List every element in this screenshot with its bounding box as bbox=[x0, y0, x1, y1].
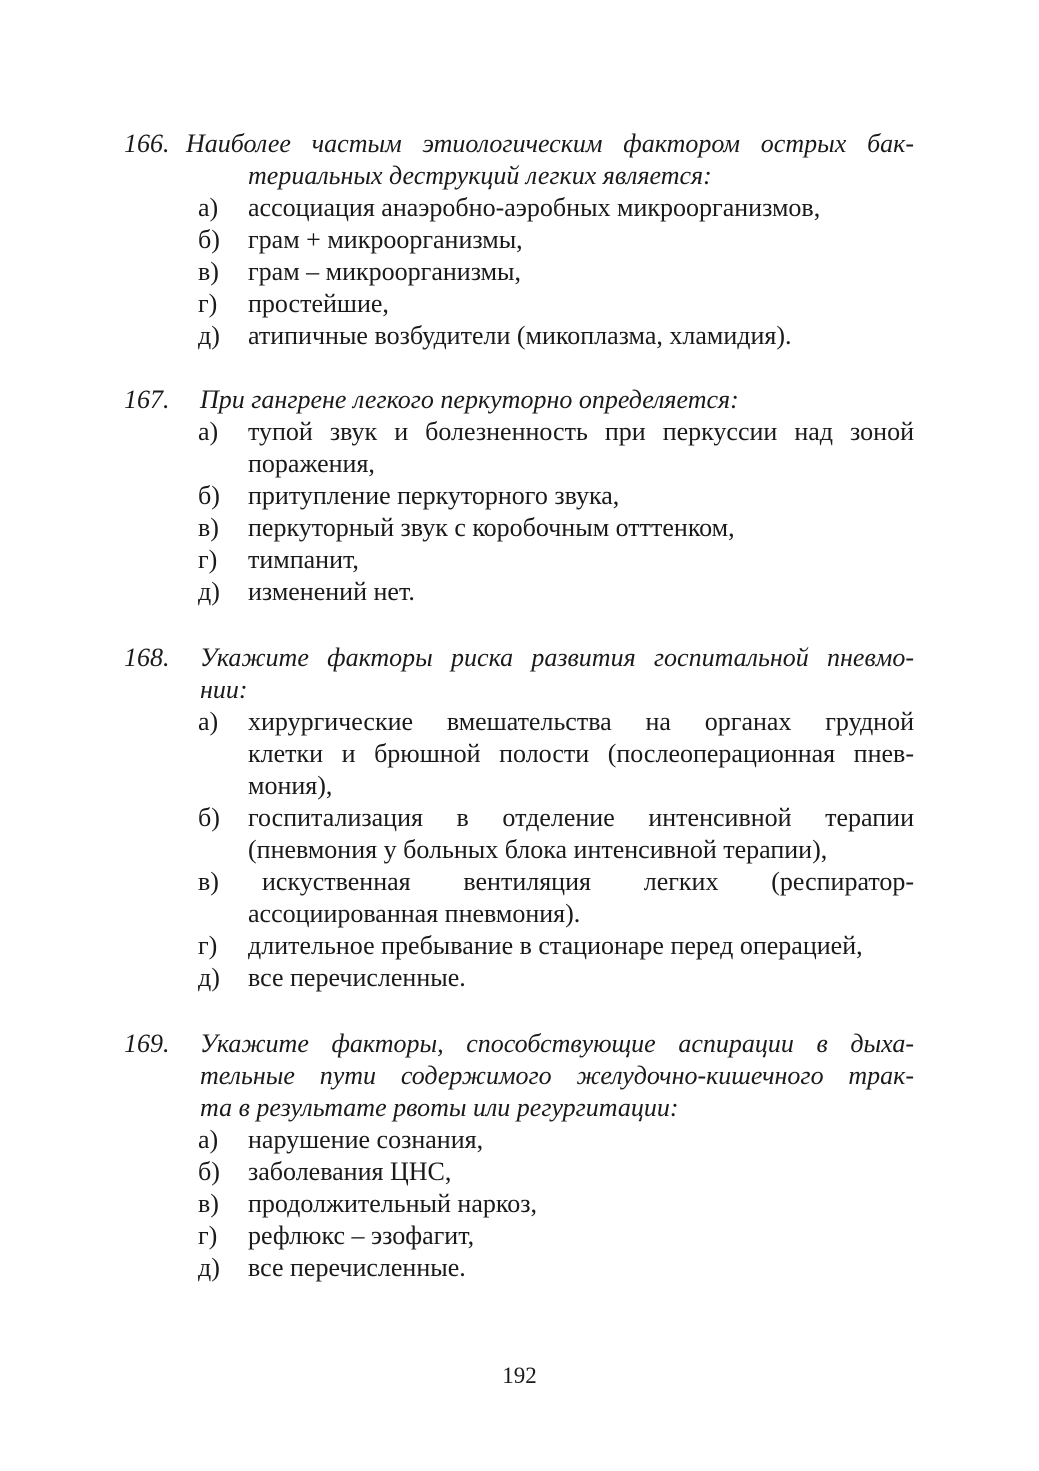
option-text: искуственная вентиляция легких (респиратор- bbox=[262, 867, 914, 896]
option-text: заболевания ЦНС, bbox=[248, 1157, 452, 1186]
option-letter: г) bbox=[198, 545, 218, 574]
option-letter: в) bbox=[198, 867, 219, 896]
option-letter: а) bbox=[198, 707, 219, 736]
question-number: 168. bbox=[124, 643, 170, 672]
option-letter: б) bbox=[198, 225, 220, 254]
question-text-line: нии: bbox=[200, 675, 248, 704]
option-text: (пневмония у больных блока интенсивной терапии), bbox=[248, 835, 828, 864]
question-text-line: При гангрене легкого перкуторно определяется: bbox=[200, 385, 739, 414]
question-number: 166. bbox=[124, 129, 170, 158]
option-text: изменений нет. bbox=[248, 577, 415, 606]
option-text: рефлюкс – эзофагит, bbox=[248, 1221, 475, 1250]
option-letter: в) bbox=[198, 513, 219, 542]
option-text: мония), bbox=[248, 771, 333, 800]
option-text: все перечисленные. bbox=[248, 963, 466, 992]
option-letter: б) bbox=[198, 1157, 220, 1186]
option-letter: в) bbox=[198, 1189, 219, 1218]
option-text: притупление перкуторного звука, bbox=[248, 481, 620, 510]
question-text-line: Укажите факторы риска развития госпитальной пневмо- bbox=[200, 643, 914, 672]
option-text: ассоциация анаэробно-аэробных микроорганизмов, bbox=[248, 193, 821, 222]
option-letter: а) bbox=[198, 417, 219, 446]
question-text-line: тельные пути содержимого желудочно-кишечного трак- bbox=[200, 1061, 914, 1090]
option-letter: г) bbox=[198, 931, 218, 960]
option-letter: б) bbox=[198, 803, 220, 832]
option-text: поражения, bbox=[248, 449, 375, 478]
option-letter: г) bbox=[198, 1221, 218, 1250]
option-text: клетки и брюшной полости (послеоперационная пнев- bbox=[248, 739, 914, 768]
option-text: атипичные возбудители (микоплазма, хламидия). bbox=[248, 321, 792, 350]
option-text: перкуторный звук с коробочным отттенком, bbox=[248, 513, 735, 542]
option-letter: д) bbox=[198, 577, 220, 606]
question-text-line: Укажите факторы, способствующие аспирации в дыха- bbox=[200, 1029, 914, 1058]
question-text-line: Наиболее частым этиологическим фактором острых бак- bbox=[186, 129, 914, 158]
option-text: длительное пребывание в стационаре перед операцией, bbox=[248, 931, 863, 960]
option-text: грам – микроорганизмы, bbox=[248, 257, 522, 286]
question-number: 169. bbox=[124, 1029, 170, 1058]
option-text: тимпанит, bbox=[248, 545, 359, 574]
option-text: госпитализация в отделение интенсивной терапии bbox=[248, 803, 914, 832]
page-number: 192 bbox=[502, 1363, 537, 1388]
option-letter: б) bbox=[198, 481, 220, 510]
option-text: продолжительный наркоз, bbox=[248, 1189, 537, 1218]
option-letter: в) bbox=[198, 257, 219, 286]
option-text: грам + микроорганизмы, bbox=[248, 225, 523, 254]
question-text-line: териальных деструкций легких является: bbox=[248, 161, 712, 190]
option-text: нарушение сознания, bbox=[248, 1125, 484, 1154]
option-text: ассоциированная пневмония). bbox=[248, 899, 581, 928]
option-text: все перечисленные. bbox=[248, 1253, 466, 1282]
option-letter: д) bbox=[198, 963, 220, 992]
option-text: хирургические вмешательства на органах грудной bbox=[248, 707, 914, 736]
option-letter: д) bbox=[198, 1253, 220, 1282]
option-letter: а) bbox=[198, 1125, 219, 1154]
option-letter: г) bbox=[198, 289, 218, 318]
option-letter: д) bbox=[198, 321, 220, 350]
question-text-line: та в результате рвоты или регургитации: bbox=[200, 1093, 679, 1122]
question-number: 167. bbox=[124, 385, 170, 414]
option-letter: а) bbox=[198, 193, 219, 222]
option-text: простейшие, bbox=[248, 289, 389, 318]
option-text: тупой звук и болезненность при перкуссии над зоной bbox=[248, 417, 914, 446]
